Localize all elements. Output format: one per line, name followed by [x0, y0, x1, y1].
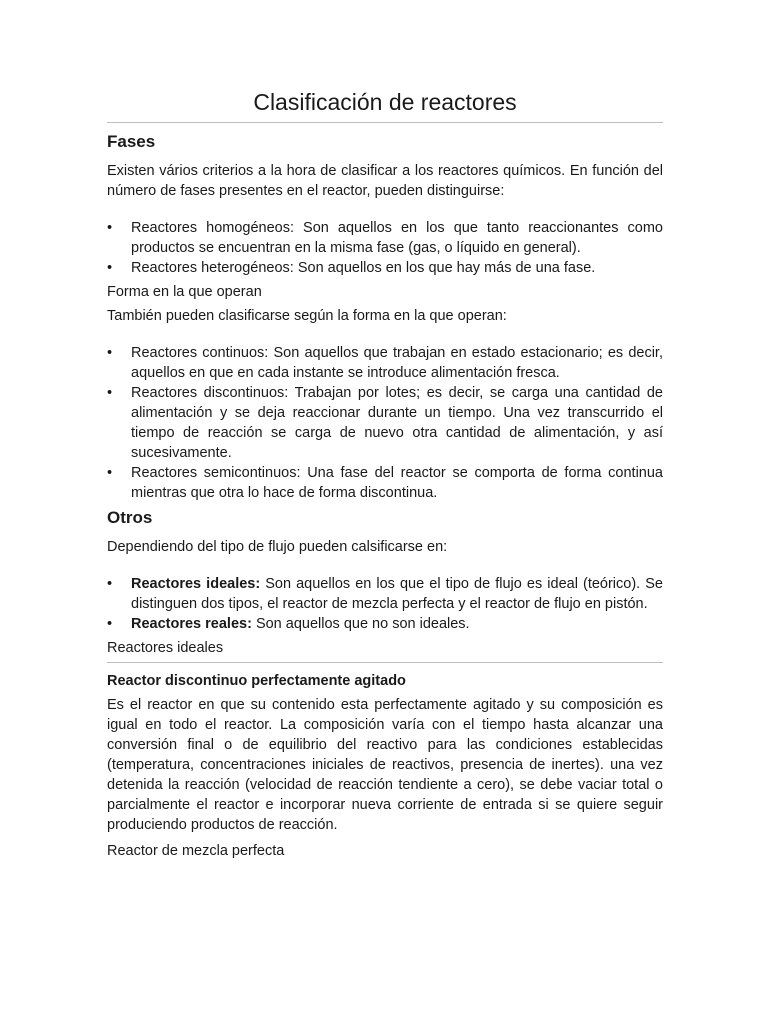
list-item-text: Son aquellos que no son ideales.	[251, 616, 470, 632]
list-item-text: Reactores semicontinuos: Una fase del reactor se comporta de forma continua mientras que otra lo hace de forma discontinua.	[131, 465, 663, 501]
heading-reactor-discontinuo: Reactor discontinuo perfectamente agitado	[107, 673, 406, 689]
bullet-icon: •	[107, 345, 113, 361]
paragraph-reactor-discontinuo: Es el reactor en que su contenido esta perfectamente agitado y su composición es igual en todo el reactor. La composición varía con el tiempo hasta alcanzar una conversión final o de equilibrio del reactivo para las condiciones establecidas (temperatura, concentraciones iniciales de reactivos, presencia de inertes). una vez detenida la reacción (velocidad de reacción tendiente a cero), se debe vaciar total o parcialmente el reactor e incorporar nueva corriente de entrada si se quiere seguir produciendo productos de reacción.	[107, 697, 663, 833]
list-item-text: Reactores homogéneos: Son aquellos en los que tanto reaccionantes como productos se encuentran en la misma fase (gas, o líquido en general).	[131, 220, 663, 256]
list-fases	[107, 218, 663, 278]
bullet-icon: •	[107, 616, 113, 632]
list-item-bold: Reactores ideales:	[131, 576, 261, 592]
bullet-icon: •	[107, 385, 113, 401]
list-item	[107, 343, 663, 383]
list-item	[107, 383, 663, 463]
list-item	[107, 463, 663, 503]
title-divider	[107, 122, 663, 123]
paragraph-fases-intro: Existen vários criterios a la hora de clasificar a los reactores químicos. En función del número de fases presentes en el reactor, pueden distinguirse:	[107, 163, 663, 199]
bullet-icon: •	[107, 220, 113, 236]
bullet-icon: •	[107, 576, 113, 592]
bullet-icon: •	[107, 260, 113, 276]
paragraph-otros-intro: Dependiendo del tipo de flujo pueden calsificarse en:	[107, 539, 448, 555]
list-item	[107, 614, 663, 634]
list-item	[107, 218, 663, 258]
page-title: Clasificación de reactores	[253, 89, 517, 115]
heading-fases: Fases	[107, 132, 156, 151]
heading-otros: Otros	[107, 508, 153, 527]
list-item	[107, 258, 663, 278]
section-divider	[107, 662, 663, 663]
list-item-text: Reactores discontinuos: Trabajan por lotes; es decir, se carga una cantidad de alimentación y se deja reaccionar durante un tiempo. Una vez transcurrido el tiempo de reacción se carga de nuevo otra cantidad de alimentación, y así sucesivamente.	[131, 385, 663, 461]
list-item-text: Reactores heterogéneos: Son aquellos en los que hay más de una fase.	[131, 260, 596, 276]
subheading-forma: Forma en la que operan	[107, 284, 262, 300]
list-item-text: Reactores continuos: Son aquellos que trabajan en estado estacionario; es decir, aquellos en que en cada instante se introduce alimentación fresca.	[131, 345, 663, 381]
document-content	[107, 86, 663, 861]
list-forma	[107, 343, 663, 503]
list-otros	[107, 574, 663, 634]
list-item-text: Son aquellos en los que el tipo de flujo es ideal (teórico). Se distinguen dos tipos, el reactor de mezcla perfecta y el reactor de flujo en pistón.	[131, 576, 663, 612]
subheading-mezcla-perfecta: Reactor de mezcla perfecta	[107, 843, 285, 859]
list-item-bold: Reactores reales:	[131, 616, 252, 632]
list-item	[107, 574, 663, 614]
subheading-reactores-ideales: Reactores ideales	[107, 640, 224, 656]
bullet-icon: •	[107, 465, 113, 481]
paragraph-forma-intro: También pueden clasificarse según la forma en la que operan:	[107, 308, 507, 324]
